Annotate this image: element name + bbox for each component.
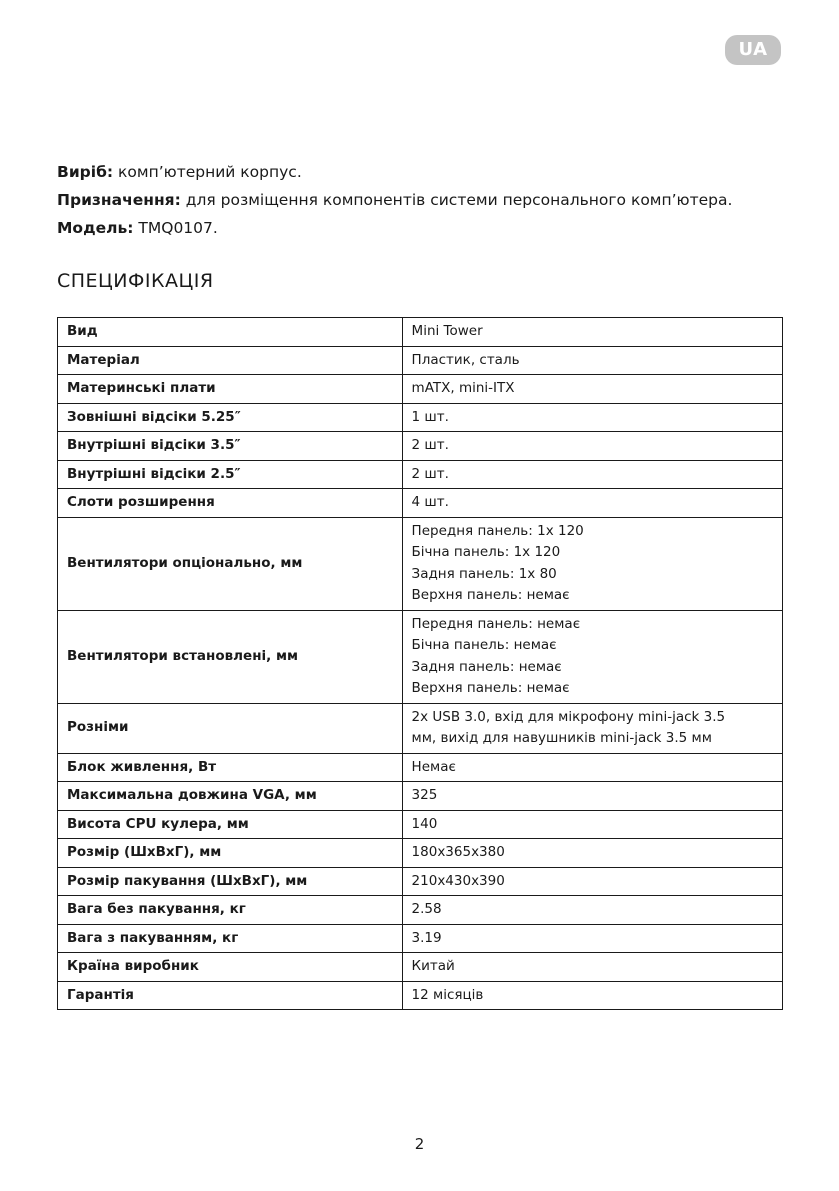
spec-key: Країна виробник — [58, 953, 403, 982]
spec-value-line: 12 місяців — [411, 986, 484, 1003]
spec-value — [402, 839, 782, 868]
spec-value-line: 2x USB 3.0, вхід для мікрофону mini-jack 3.5 — [411, 708, 726, 725]
spec-value-line: 4 шт. — [411, 494, 449, 510]
spec-key: Внутрішні відсіки 3.5″ — [58, 432, 403, 461]
spec-row — [58, 489, 783, 518]
spec-key: Вага без пакування, кг — [58, 896, 403, 925]
spec-value — [402, 460, 782, 489]
spec-row — [58, 839, 783, 868]
spec-value-line: мм, вихід для навушників mini-jack 3.5 мм — [411, 730, 712, 746]
spec-row — [58, 810, 783, 839]
spec-value-line: Задня панель: немає — [411, 658, 562, 675]
spec-key: Внутрішні відсіки 2.5″ — [58, 460, 403, 489]
product-label: Виріб: — [57, 163, 114, 181]
spec-value — [402, 867, 782, 896]
spec-row — [58, 867, 783, 896]
spec-value-line: 2 шт. — [411, 437, 449, 453]
spec-value — [402, 753, 782, 782]
spec-key: Розмір (ШхВхГ), мм — [58, 839, 403, 868]
spec-key: Вентилятори опціонально, мм — [58, 517, 403, 610]
spec-value-line: 1 шт. — [411, 408, 449, 425]
model-value: TMQ0107. — [138, 219, 218, 237]
spec-key: Розмір пакування (ШхВхГ), мм — [58, 867, 403, 896]
spec-value-line: Mini Tower — [411, 323, 483, 339]
spec-row — [58, 896, 783, 925]
spec-value — [402, 318, 782, 347]
spec-value-line: Передня панель: немає — [411, 615, 581, 632]
spec-value — [402, 375, 782, 404]
spec-value — [402, 432, 782, 461]
product-line — [57, 158, 797, 186]
purpose-value: для розміщення компонентів системи персонального комп’ютера. — [185, 191, 733, 209]
spec-key: Блок живлення, Вт — [58, 753, 403, 782]
spec-value-line: Бічна панель: 1x 120 — [411, 544, 561, 560]
spec-key: Материнські плати — [58, 375, 403, 404]
spec-key: Розніми — [58, 703, 403, 753]
spec-value — [402, 346, 782, 375]
page-number: 2 — [414, 1135, 425, 1153]
spec-row — [58, 782, 783, 811]
spec-row — [58, 924, 783, 953]
spec-value-line: Немає — [411, 758, 456, 775]
spec-value — [402, 610, 782, 703]
spec-table-body — [58, 318, 783, 1010]
spec-value-line: Задня панель: 1x 80 — [411, 565, 557, 582]
spec-row — [58, 517, 783, 610]
spec-key: Вага з пакуванням, кг — [58, 924, 403, 953]
spec-key: Слоти розширення — [58, 489, 403, 518]
spec-key: Максимальна довжина VGA, мм — [58, 782, 403, 811]
spec-value-line: Верхня панель: немає — [411, 680, 570, 696]
spec-value — [402, 981, 782, 1010]
spec-key: Матеріал — [58, 346, 403, 375]
spec-value-line: 325 — [411, 787, 438, 803]
spec-value-line: Верхня панель: немає — [411, 587, 570, 603]
spec-row — [58, 375, 783, 404]
spec-row — [58, 703, 783, 753]
spec-row — [58, 753, 783, 782]
spec-value — [402, 489, 782, 518]
spec-key: Висота CPU кулера, мм — [58, 810, 403, 839]
spec-value — [402, 703, 782, 753]
spec-value-line: mATX, mini-ITX — [411, 380, 515, 396]
spec-value-line: Китай — [411, 958, 455, 974]
product-value: комп’ютерний корпус. — [118, 163, 302, 181]
spec-value-line: 180x365x380 — [411, 844, 505, 860]
spec-value-line: 210x430x390 — [411, 872, 505, 889]
spec-key: Вентилятори встановлені, мм — [58, 610, 403, 703]
section-title: СПЕЦИФІКАЦІЯ — [57, 270, 214, 292]
spec-row — [58, 346, 783, 375]
spec-value-line: Бічна панель: немає — [411, 637, 557, 653]
spec-key: Зовнішні відсіки 5.25″ — [58, 403, 403, 432]
spec-row — [58, 981, 783, 1010]
spec-value-line: 2.58 — [411, 901, 442, 917]
model-line — [57, 214, 797, 242]
spec-value-line: Пластик, сталь — [411, 351, 520, 368]
purpose-label: Призначення: — [57, 191, 181, 209]
model-label: Модель: — [57, 219, 134, 237]
spec-row — [58, 460, 783, 489]
spec-value-line: 2 шт. — [411, 465, 449, 482]
spec-value-line: 3.19 — [411, 929, 442, 946]
spec-value — [402, 782, 782, 811]
spec-row — [58, 432, 783, 461]
spec-value — [402, 953, 782, 982]
language-badge: UA — [725, 35, 781, 65]
spec-value — [402, 924, 782, 953]
purpose-line — [57, 186, 797, 214]
spec-row — [58, 403, 783, 432]
spec-value — [402, 517, 782, 610]
product-intro — [57, 158, 797, 242]
spec-value — [402, 810, 782, 839]
spec-value — [402, 403, 782, 432]
spec-key: Гарантія — [58, 981, 403, 1010]
spec-value-line: 140 — [411, 815, 438, 832]
spec-value-line: Передня панель: 1x 120 — [411, 522, 584, 539]
spec-row — [58, 610, 783, 703]
spec-row — [58, 318, 783, 347]
spec-key: Вид — [58, 318, 403, 347]
spec-value — [402, 896, 782, 925]
spec-row — [58, 953, 783, 982]
spec-table — [57, 317, 783, 1010]
